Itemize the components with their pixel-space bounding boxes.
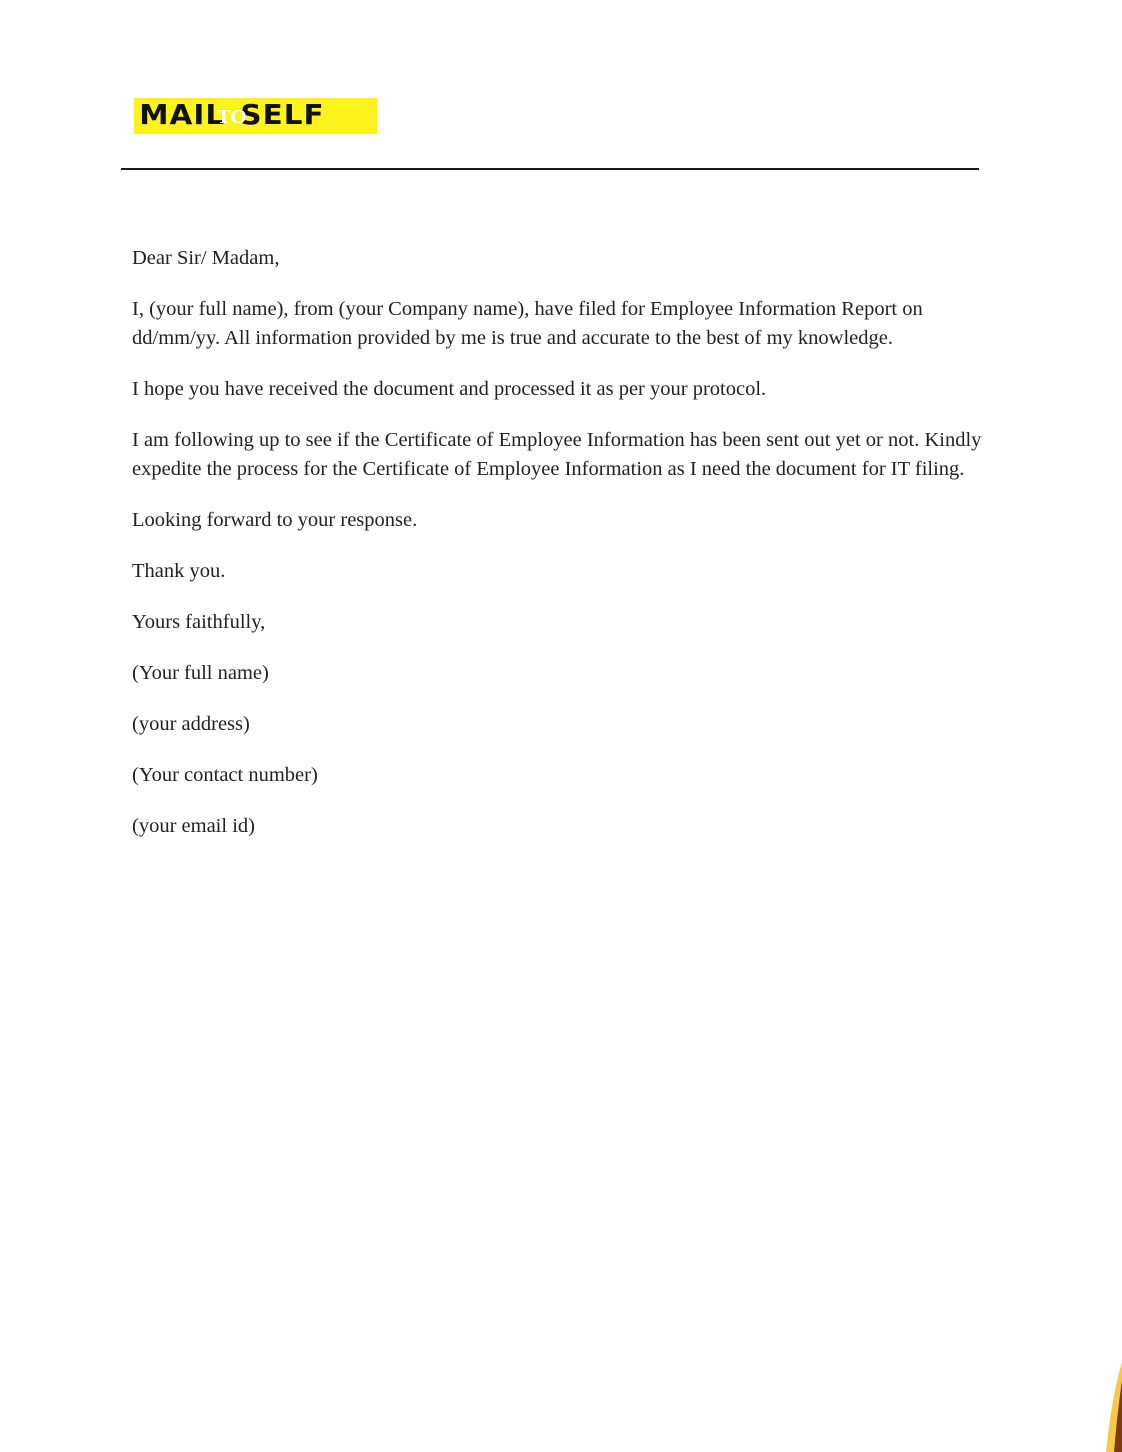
paragraph-follow-up: I am following up to see if the Certificate of Employee Information has been sent out yet or not. Kindly expedite the process for the Certificate of Employee Information as I need the document for IT filing. <box>132 429 982 480</box>
closing: Yours faithfully, <box>132 611 266 633</box>
signature-address: (your address) <box>132 713 250 735</box>
paragraph-filing-statement: I, (your full name), from (your Company name), have filed for Employee Information Report on dd/mm/yy. All information provided by me is true and accurate to the best of my knowledge. <box>132 298 923 349</box>
mail-to-self-logo <box>134 98 377 134</box>
logo-text-self: SELF <box>240 98 325 131</box>
letter-body <box>132 244 992 863</box>
paragraph-thank-you: Thank you. <box>132 560 226 582</box>
logo-text-mail: MAIL <box>139 98 226 131</box>
salutation: Dear Sir/ Madam, <box>132 247 280 269</box>
signature-email: (your email id) <box>132 815 255 837</box>
corner-decoration-icon <box>1092 1362 1122 1452</box>
paragraph-received-document: I hope you have received the document and processed it as per your protocol. <box>132 378 767 400</box>
signature-name: (Your full name) <box>132 662 269 684</box>
logo-wordmark <box>134 98 325 134</box>
signature-contact: (Your contact number) <box>132 764 318 786</box>
header-divider <box>121 168 979 170</box>
paragraph-looking-forward: Looking forward to your response. <box>132 509 418 531</box>
logo-text-to: TO <box>216 105 247 128</box>
